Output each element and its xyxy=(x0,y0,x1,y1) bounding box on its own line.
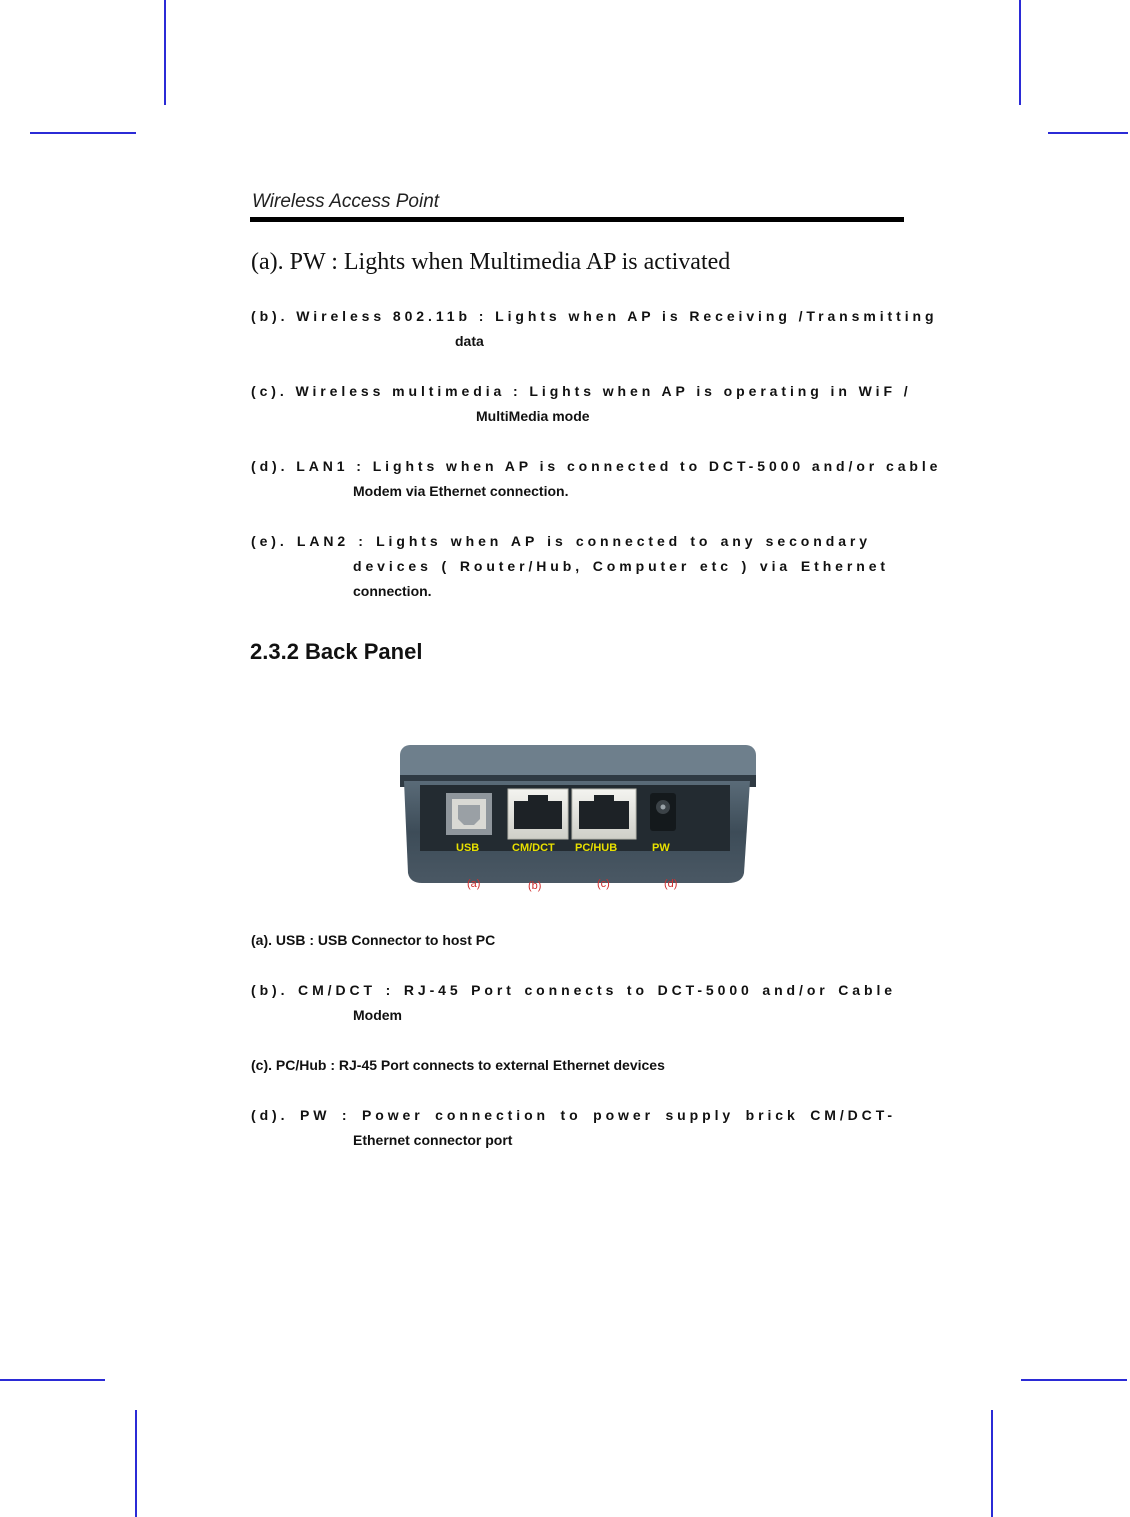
led-item-multimedia-line2: MultiMedia mode xyxy=(476,408,590,424)
port-item-pc-hub: (c). PC/Hub : RJ-45 Port connects to external Ethernet devices xyxy=(251,1057,665,1073)
led-item-lan2-line1: (e). LAN2 : Lights when AP is connected to any secondary xyxy=(251,533,871,549)
rj45-port-cm-dct-opening xyxy=(514,801,562,829)
label-usb: USB xyxy=(456,842,480,854)
usb-port-key xyxy=(458,805,480,825)
crop-mark-bottom-left-horizontal xyxy=(0,1379,105,1381)
led-item-wireless-line1: (b). Wireless 802.11b : Lights when AP is Receiving /Transmitting xyxy=(251,308,938,324)
running-header-title: Wireless Access Point xyxy=(252,191,440,212)
crop-mark-top-left-horizontal xyxy=(30,132,136,134)
led-item-lan2-line2: devices ( Router/Hub, Computer etc ) via Ethernet xyxy=(353,558,889,574)
crop-mark-bottom-right-vertical xyxy=(991,1410,993,1517)
callout-c: (c) xyxy=(597,878,610,890)
led-item-multimedia-line1: (c). Wireless multimedia : Lights when AP is operating in WiF / xyxy=(251,383,912,399)
label-pw: PW xyxy=(652,842,670,854)
crop-mark-bottom-left-vertical xyxy=(135,1410,137,1517)
port-item-cm-dct-line2: Modem xyxy=(353,1007,402,1023)
port-item-pw-line1: (d). PW : Power connection to power supply brick CM/DCT- xyxy=(251,1107,896,1123)
led-item-lan1-line2: Modem via Ethernet connection. xyxy=(353,483,569,499)
crop-mark-top-right-vertical xyxy=(1019,0,1021,105)
power-jack-pin xyxy=(661,805,666,810)
led-item-lan1-line1: (d). LAN1 : Lights when AP is connected to DCT-5000 and/or cable xyxy=(251,458,942,474)
back-panel-photo xyxy=(398,745,756,895)
port-item-usb: (a). USB : USB Connector to host PC xyxy=(251,932,496,948)
label-pc-hub: PC/HUB xyxy=(575,842,618,854)
header-rule xyxy=(250,217,904,222)
led-item-pw: (a). PW : Lights when Multimedia AP is activated xyxy=(251,249,731,275)
callout-d: (d) xyxy=(664,878,678,890)
port-item-pw-line2: Ethernet connector port xyxy=(353,1132,513,1148)
rj45-port-pc-hub-tab xyxy=(594,795,614,803)
rj45-port-pc-hub-opening xyxy=(579,801,629,829)
crop-mark-top-left-vertical xyxy=(164,0,166,105)
port-item-cm-dct-line1: (b). CM/DCT : RJ-45 Port connects to DCT-5000 and/or Cable xyxy=(251,982,896,998)
crop-mark-top-right-horizontal xyxy=(1048,132,1128,134)
led-item-lan2-line3: connection. xyxy=(353,583,432,599)
rj45-port-cm-dct-tab xyxy=(528,795,548,803)
callout-a: (a) xyxy=(467,878,481,890)
crop-mark-bottom-right-horizontal xyxy=(1021,1379,1127,1381)
led-item-wireless-line2: data xyxy=(455,333,484,349)
section-heading: 2.3.2 Back Panel xyxy=(250,639,423,664)
callout-b: (b) xyxy=(528,880,542,892)
label-cm-dct: CM/DCT xyxy=(512,842,555,854)
